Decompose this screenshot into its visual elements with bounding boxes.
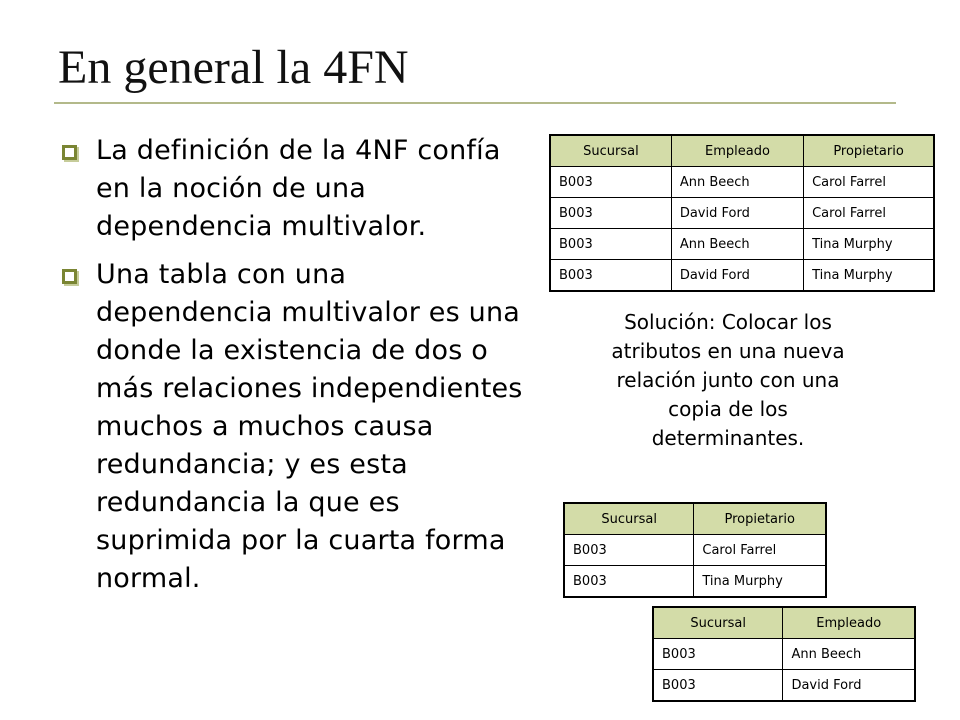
table-header-row	[653, 607, 915, 639]
table-row	[550, 198, 934, 229]
table-cell: Tina Murphy	[694, 566, 826, 598]
bullet-list	[60, 132, 530, 608]
table-row	[550, 229, 934, 260]
table-header-row	[550, 135, 934, 167]
table-row	[653, 639, 915, 670]
table-staff	[652, 606, 916, 702]
table-main	[549, 134, 935, 292]
column-header: Propietario	[804, 135, 934, 167]
table-row	[653, 670, 915, 702]
table-cell: B003	[550, 229, 671, 260]
title-underline	[54, 102, 896, 104]
table-cell: Ann Beech	[783, 639, 915, 670]
column-header: Sucursal	[653, 607, 783, 639]
table-cell: Tina Murphy	[804, 260, 934, 292]
table-owners	[563, 502, 827, 598]
table-cell: B003	[653, 639, 783, 670]
table-cell: Carol Farrel	[804, 167, 934, 198]
table-cell: B003	[564, 535, 694, 566]
slide-title: En general la 4FN	[58, 41, 409, 94]
table-cell: Ann Beech	[671, 167, 803, 198]
bullet-item	[60, 256, 530, 598]
table-cell: B003	[653, 670, 783, 702]
column-header: Sucursal	[550, 135, 671, 167]
table-row	[550, 260, 934, 292]
table-cell: Ann Beech	[671, 229, 803, 260]
bullet-text: La definición de la 4NF confía en la noción de una dependencia multivalor.	[96, 135, 501, 242]
table-cell: Carol Farrel	[694, 535, 826, 566]
column-header: Propietario	[694, 503, 826, 535]
table-header-row	[564, 503, 826, 535]
table-row	[550, 167, 934, 198]
table-cell: Carol Farrel	[804, 198, 934, 229]
bullet-item	[60, 132, 530, 246]
column-header: Empleado	[783, 607, 915, 639]
table-cell: David Ford	[671, 260, 803, 292]
table-row	[564, 535, 826, 566]
table-cell: B003	[550, 260, 671, 292]
table-cell: David Ford	[671, 198, 803, 229]
table-cell: B003	[564, 566, 694, 598]
bullet-text: Una tabla con una dependencia multivalor es una donde la existencia de dos o más relaciones independientes muchos a muchos causa redundancia; y es esta redundancia la que es suprimida por la cuarta forma normal.	[96, 259, 523, 594]
table-cell: Tina Murphy	[804, 229, 934, 260]
column-header: Empleado	[671, 135, 803, 167]
table-cell: B003	[550, 198, 671, 229]
square-bullet-icon	[62, 269, 77, 284]
column-header: Sucursal	[564, 503, 694, 535]
solution-text: Solución: Colocar los atributos en una nueva relación junto con una copia de los determinantes.	[611, 310, 845, 450]
table-cell: David Ford	[783, 670, 915, 702]
square-bullet-icon	[62, 145, 77, 160]
table-row	[564, 566, 826, 598]
table-cell: B003	[550, 167, 671, 198]
